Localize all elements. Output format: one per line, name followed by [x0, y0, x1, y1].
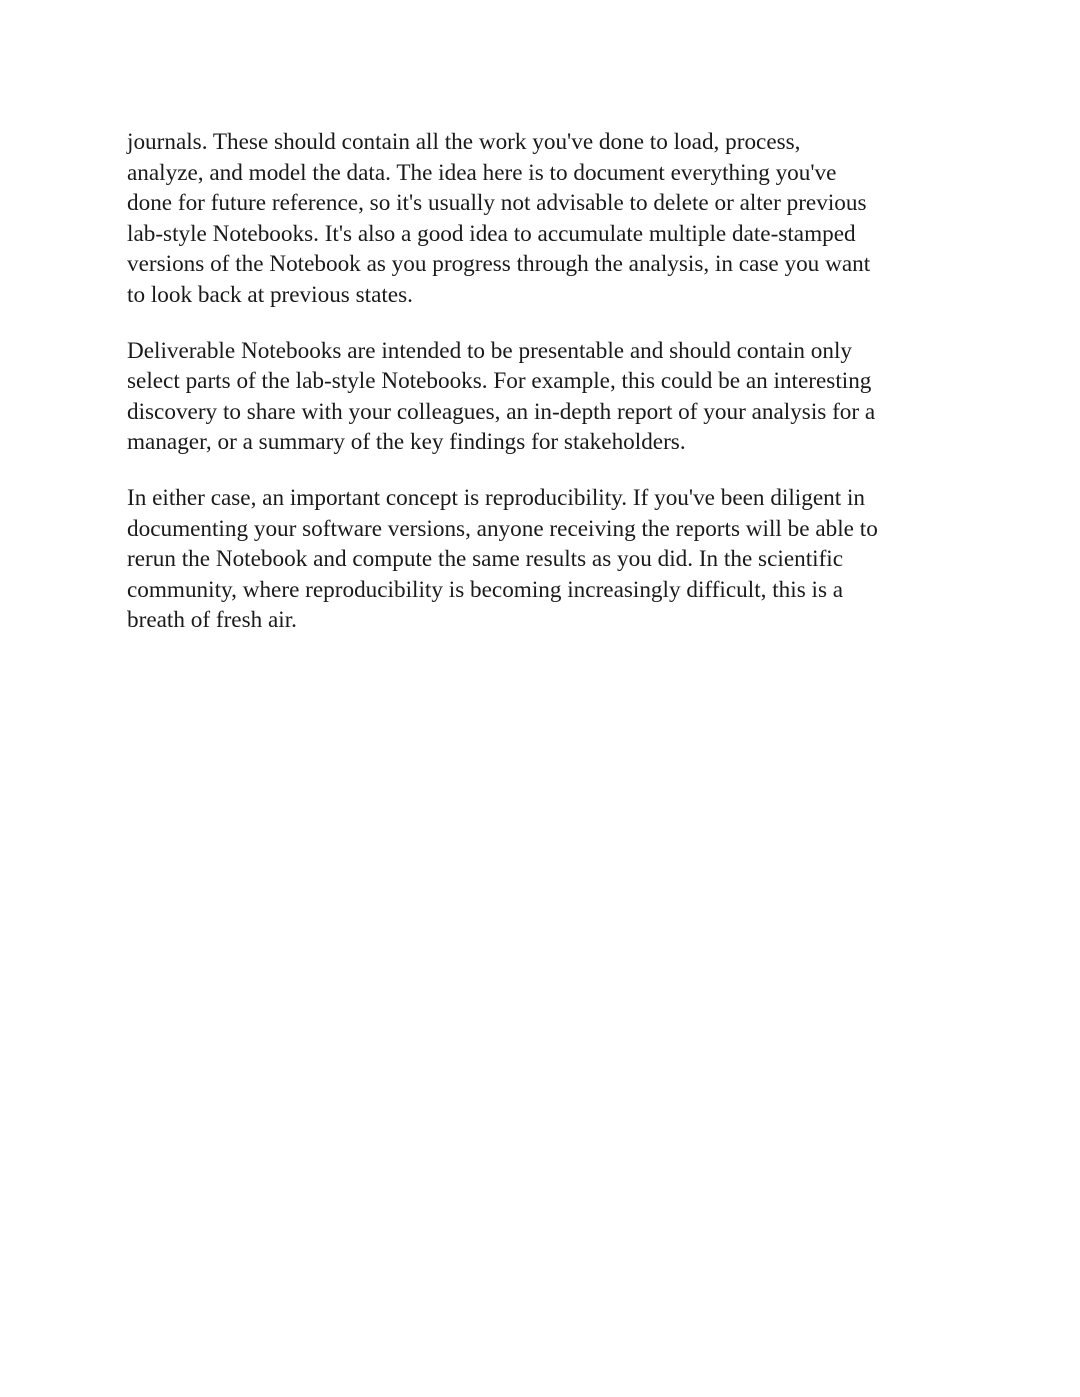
text-line: manager, or a summary of the key findings for stakeholders. — [127, 429, 686, 456]
text-line: Deliverable Notebooks are intended to be presentable and should contain only — [127, 337, 853, 364]
text-line: documenting your software versions, anyone receiving the reports will be able to — [127, 515, 878, 542]
text-line: rerun the Notebook and compute the same results as you did. In the scientific — [127, 546, 844, 573]
text-line: journals. These should contain all the work you've done to load, process, — [127, 129, 801, 155]
text-line: lab-style Notebooks. It's also a good idea to accumulate multiple date-stamped — [127, 220, 856, 247]
text-line: select parts of the lab-style Notebooks. For example, this could be an interesting — [127, 368, 872, 395]
text-line: In either case, an important concept is reproducibility. If you've been diligent in — [127, 484, 865, 511]
paragraph-reproducibility — [127, 483, 953, 636]
text-line: analyze, and model the data. The idea here is to document everything you've — [127, 159, 837, 186]
paragraph-deliverable-notebooks — [127, 336, 953, 458]
document-body — [127, 127, 953, 661]
paragraph-lab-notebooks — [127, 127, 953, 311]
text-line: to look back at previous states. — [127, 281, 413, 308]
text-line: breath of fresh air. — [127, 607, 297, 634]
text-line: community, where reproducibility is becoming increasingly difficult, this is a — [127, 576, 844, 603]
text-line: done for future reference, so it's usually not advisable to delete or alter previous — [127, 190, 867, 217]
text-line: discovery to share with your colleagues, an in-depth report of your analysis for a — [127, 398, 876, 425]
text-line: versions of the Notebook as you progress through the analysis, in case you want — [127, 251, 871, 278]
